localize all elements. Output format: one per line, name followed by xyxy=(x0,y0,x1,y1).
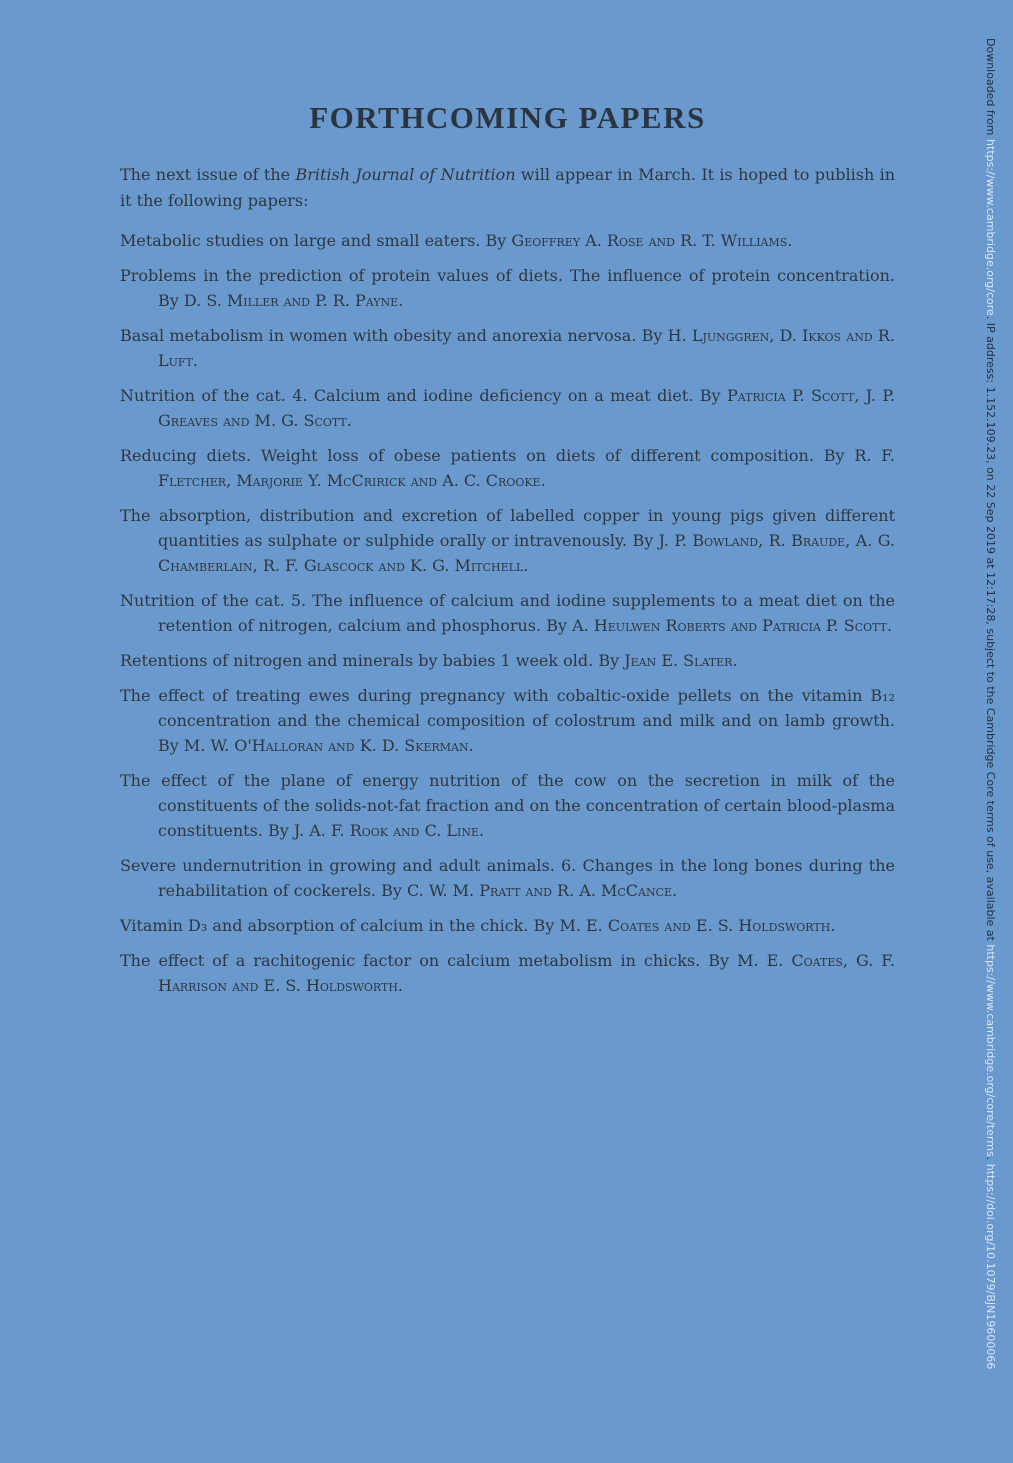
paper-item xyxy=(120,383,895,433)
document-body xyxy=(120,100,895,1008)
paper-list xyxy=(120,228,895,998)
by-label: By xyxy=(158,736,179,755)
paper-title: The absorption, distribution and excretion of labelled copper in young pigs given different quantities as sulphate or sulphide orally or intravenously. xyxy=(120,506,895,550)
by-label: By xyxy=(708,951,730,970)
paper-authors: Jean E. Slater. xyxy=(624,651,738,670)
paper-title: Severe undernutrition in growing and adult animals. 6. Changes in the long bones during the rehabilitation of cockerels. xyxy=(120,856,895,900)
download-notice-sidebar xyxy=(975,38,1003,1418)
by-label: By xyxy=(533,916,555,935)
intro-text-after: will appear in March. It is hoped to publish in it the following papers: xyxy=(120,165,896,210)
paper-authors: D. S. Miller and P. R. Payne. xyxy=(183,291,404,310)
paper-item xyxy=(120,913,895,938)
by-label: By xyxy=(699,386,721,405)
paper-item xyxy=(120,588,895,638)
paper-authors: R. F. Fletcher, Marjorie Y. McCririck and A. C. Crooke. xyxy=(158,446,895,490)
cambridge-core-link[interactable]: https://www.cambridge.org/core xyxy=(984,139,997,316)
paper-item xyxy=(120,683,895,758)
notice-separator: . xyxy=(984,1156,997,1164)
by-label: By xyxy=(632,531,654,550)
paper-authors: Geoffrey A. Rose and R. T. Williams. xyxy=(511,231,793,250)
doi-link[interactable]: https://doi.org/10.1079/BJN19600066 xyxy=(984,1163,997,1370)
download-notice xyxy=(984,38,997,1369)
paper-title: The effect of the plane of energy nutrition of the cow on the secretion in milk of the constituents of the solids-not-fat fraction and on the concentration of certain blood-plasma constituents. xyxy=(120,771,895,840)
paper-title: Retentions of nitrogen and minerals by babies 1 week old. xyxy=(120,651,594,670)
paper-authors: J. A. F. Rook and C. Line. xyxy=(293,821,485,840)
by-label: By xyxy=(158,291,179,310)
paper-title: Nutrition of the cat. 4. Calcium and iodine deficiency on a meat diet. xyxy=(120,386,694,405)
intro-paragraph xyxy=(120,162,895,214)
by-label: By xyxy=(267,821,289,840)
paper-authors: C. W. M. Pratt and R. A. McCance. xyxy=(406,881,678,900)
page-title: FORTHCOMING PAPERS xyxy=(309,100,706,135)
paper-title: The effect of treating ewes during pregnancy with cobaltic-oxide pellets on the vitamin B₁₂ concentration and the chemical composition of colostrum and milk and on lamb growth. xyxy=(120,686,895,730)
paper-item xyxy=(120,503,895,578)
paper-authors: H. Ljunggren, D. Ikkos and R. Luft. xyxy=(158,326,895,370)
paper-item xyxy=(120,853,895,903)
paper-authors: J. P. Bowland, R. Braude, A. G. Chamberlain, R. F. Glascock and K. G. Mitchell. xyxy=(158,531,896,575)
paper-item xyxy=(120,263,895,313)
paper-title: Problems in the prediction of protein values of diets. The influence of protein concentration. xyxy=(120,266,895,285)
paper-title: The effect of a rachitogenic factor on calcium metabolism in chicks. xyxy=(120,951,701,970)
paper-authors: A. Heulwen Roberts and Patricia P. Scott. xyxy=(572,616,893,635)
by-label: By xyxy=(381,881,402,900)
by-label: By xyxy=(823,446,845,465)
paper-item xyxy=(120,768,895,843)
paper-authors: M. W. O'Halloran and K. D. Skerman. xyxy=(183,736,474,755)
paper-authors: Patricia P. Scott, J. P. Greaves and M. G. Scott. xyxy=(158,386,895,430)
paper-title: Metabolic studies on large and small eaters. xyxy=(120,231,481,250)
paper-item xyxy=(120,228,895,253)
by-label: By xyxy=(546,616,567,635)
by-label: By xyxy=(641,326,663,345)
paper-item xyxy=(120,648,895,673)
terms-link[interactable]: https://www.cambridge.org/core/terms xyxy=(984,944,997,1157)
paper-authors: M. E. Coates and E. S. Holdsworth. xyxy=(559,916,836,935)
paper-item xyxy=(120,948,895,998)
journal-name: British Journal of Nutrition xyxy=(295,165,516,184)
by-label: By xyxy=(598,651,620,670)
by-label: By xyxy=(485,231,507,250)
intro-text-before: The next issue of the xyxy=(120,165,296,184)
paper-title: Basal metabolism in women with obesity and anorexia nervosa. xyxy=(120,326,637,345)
paper-item xyxy=(120,443,895,493)
paper-authors: M. E. Coates, G. F. Harrison and E. S. Holdsworth. xyxy=(158,951,896,995)
paper-title: Reducing diets. Weight loss of obese patients on diets of different composition. xyxy=(120,446,814,465)
paper-title: Nutrition of the cat. 5. The influence of calcium and iodine supplements to a meat diet on the retention of nitrogen, calcium and phosphorus. xyxy=(120,591,895,635)
notice-prefix: Downloaded from xyxy=(984,38,997,140)
paper-title: Vitamin D₃ and absorption of calcium in the chick. xyxy=(120,916,529,935)
notice-middle: . IP address: 1.152.109.23, on 22 Sep 2019 at 12:17:28, subject to the Cambridge Core terms of use, available at xyxy=(984,315,997,945)
paper-item xyxy=(120,323,895,373)
